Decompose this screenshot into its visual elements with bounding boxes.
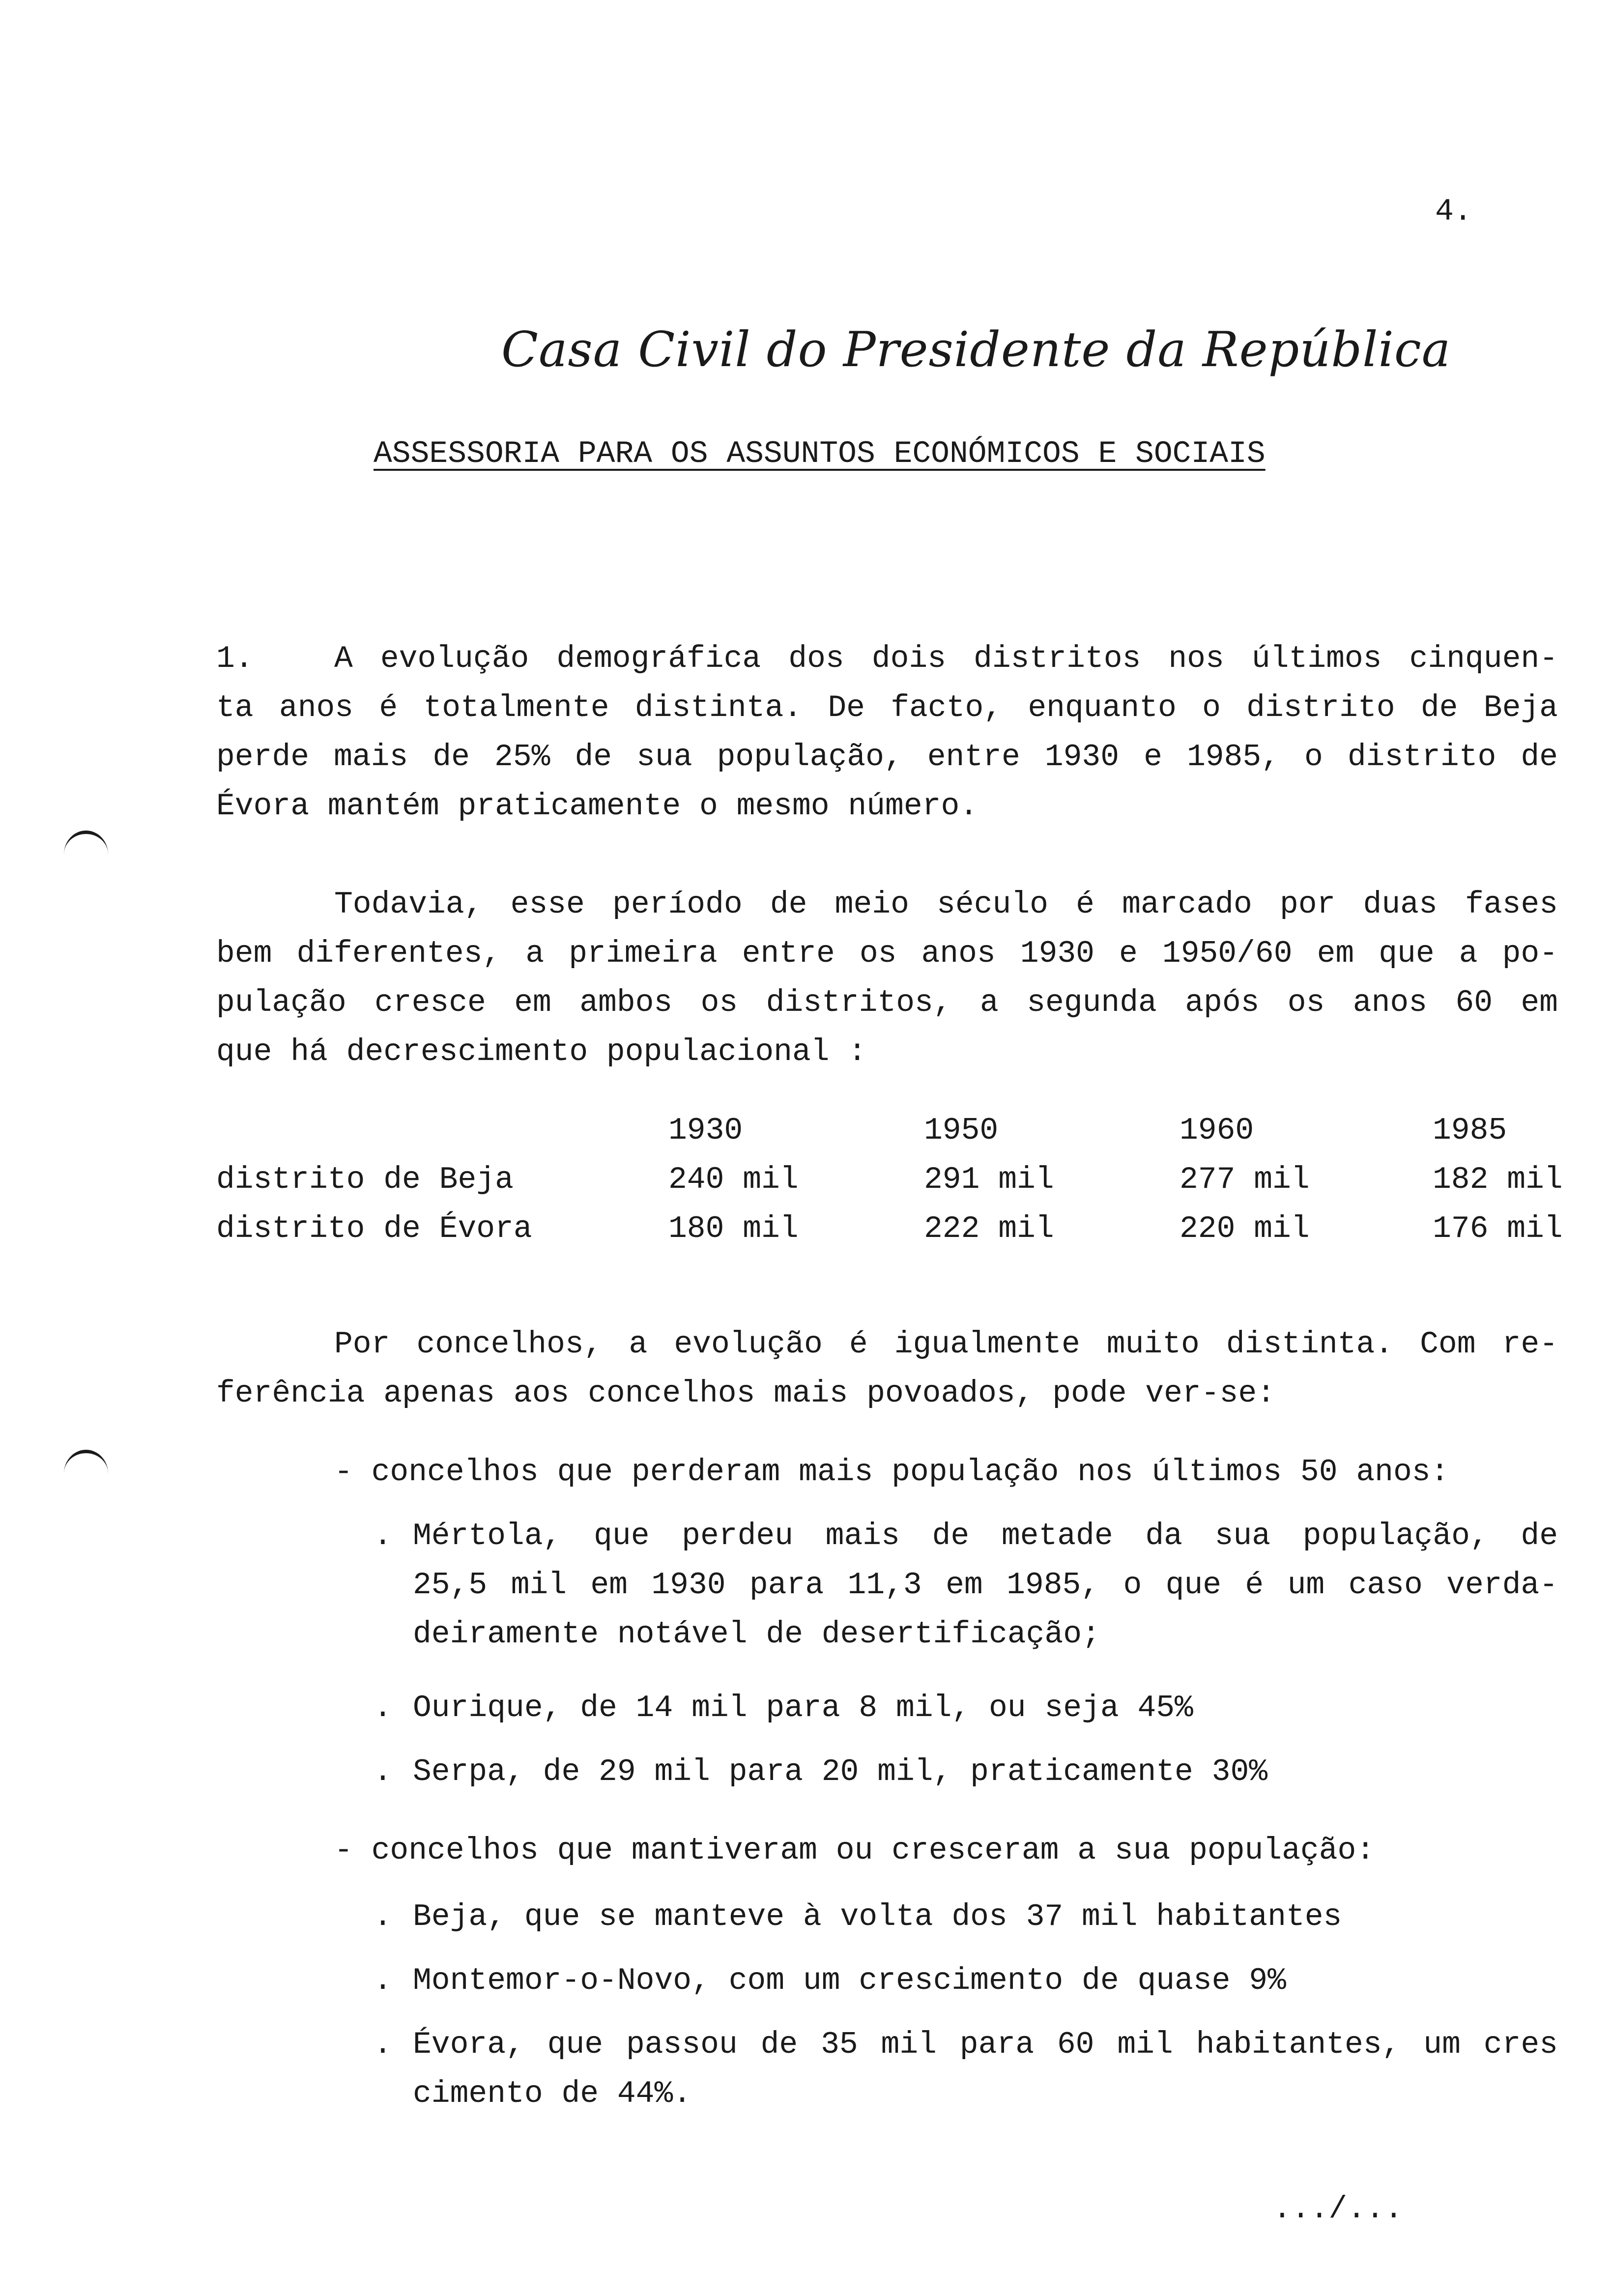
paragraph-line: bem diferentes, a primeira entre os anos 1930 e 1950/60 em que a po- — [216, 936, 1558, 971]
department-heading: ASSESSORIA PARA OS ASSUNTOS ECONÓMICOS E SOCIAIS — [374, 436, 1266, 471]
table-cell-value: 240 mil — [668, 1162, 799, 1197]
list-item-line: Ourique, de 14 mil para 8 mil, ou seja 45% — [413, 1691, 1193, 1725]
binder-hole-mark — [64, 1450, 108, 1497]
paragraph-line: Por concelhos, a evolução é igualmente muito distinta. Com re- — [334, 1327, 1558, 1362]
table-header-year: 1985 — [1433, 1113, 1507, 1148]
table-cell-value: 291 mil — [924, 1162, 1054, 1197]
table-header-year: 1930 — [668, 1113, 743, 1148]
list-item-line: cimento de 44%. — [413, 2076, 692, 2111]
bullet-symbol: . — [374, 1963, 392, 1998]
paragraph-line: ta anos é totalmente distinta. De facto, enquanto o distrito de Beja — [216, 690, 1558, 725]
paragraph-line: pulação cresce em ambos os distritos, a segunda após os anos 60 em — [216, 985, 1558, 1020]
paragraph-line: A evolução demográfica dos dois distritos nos últimos cinquen- — [334, 641, 1558, 676]
paragraph-line: Todavia, esse período de meio século é marcado por duas fases — [334, 887, 1558, 922]
letterhead: Casa Civil do Presidente da República — [501, 322, 1451, 378]
table-cell-value: 182 mil — [1433, 1162, 1563, 1197]
table-header-year: 1950 — [924, 1113, 999, 1148]
table-cell-value: 180 mil — [668, 1211, 799, 1246]
paragraph-line: que há decrescimento populacional : — [216, 1034, 867, 1069]
table-cell-value: 176 mil — [1433, 1211, 1563, 1246]
paragraph-line: perde mais de 25% de sua população, entre 1930 e 1985, o distrito de — [216, 740, 1558, 775]
binder-hole-mark — [64, 831, 108, 878]
list-item-line: Mértola, que perdeu mais de metade da sua população, de — [413, 1519, 1558, 1553]
list-heading: - concelhos que perderam mais população nos últimos 50 anos: — [334, 1455, 1449, 1490]
table-cell-value: 222 mil — [924, 1211, 1054, 1246]
bullet-symbol: . — [374, 1899, 392, 1934]
bullet-symbol: . — [374, 2027, 392, 2062]
bullet-symbol: . — [374, 1691, 392, 1725]
table-row-label: distrito de Beja — [216, 1162, 514, 1197]
bullet-symbol: . — [374, 1519, 392, 1553]
continuation-marker: .../... — [1273, 2192, 1403, 2227]
list-item-line: Beja, que se manteve à volta dos 37 mil habitantes — [413, 1899, 1342, 1934]
list-item-line: Montemor-o-Novo, com um crescimento de quase 9% — [413, 1963, 1286, 1998]
table-cell-value: 220 mil — [1180, 1211, 1310, 1246]
paragraph-number: 1. — [216, 641, 254, 676]
table-header-year: 1960 — [1180, 1113, 1254, 1148]
list-item-line: deiramente notável de desertificação; — [413, 1617, 1100, 1652]
table-cell-value: 277 mil — [1180, 1162, 1310, 1197]
bullet-symbol: . — [374, 1754, 392, 1789]
list-item-line: 25,5 mil em 1930 para 11,3 em 1985, o que é um caso verda- — [413, 1568, 1558, 1603]
table-row-label: distrito de Évora — [216, 1211, 532, 1246]
paragraph-line: ferência apenas aos concelhos mais povoados, pode ver-se: — [216, 1376, 1275, 1411]
paragraph-line: Évora mantém praticamente o mesmo número. — [216, 789, 979, 824]
list-item-line: Évora, que passou de 35 mil para 60 mil habitantes, um cres — [413, 2027, 1558, 2062]
list-heading: - concelhos que mantiveram ou cresceram a sua população: — [334, 1833, 1375, 1868]
list-item-line: Serpa, de 29 mil para 20 mil, praticamente 30% — [413, 1754, 1268, 1789]
page-number: 4. — [1435, 194, 1472, 229]
